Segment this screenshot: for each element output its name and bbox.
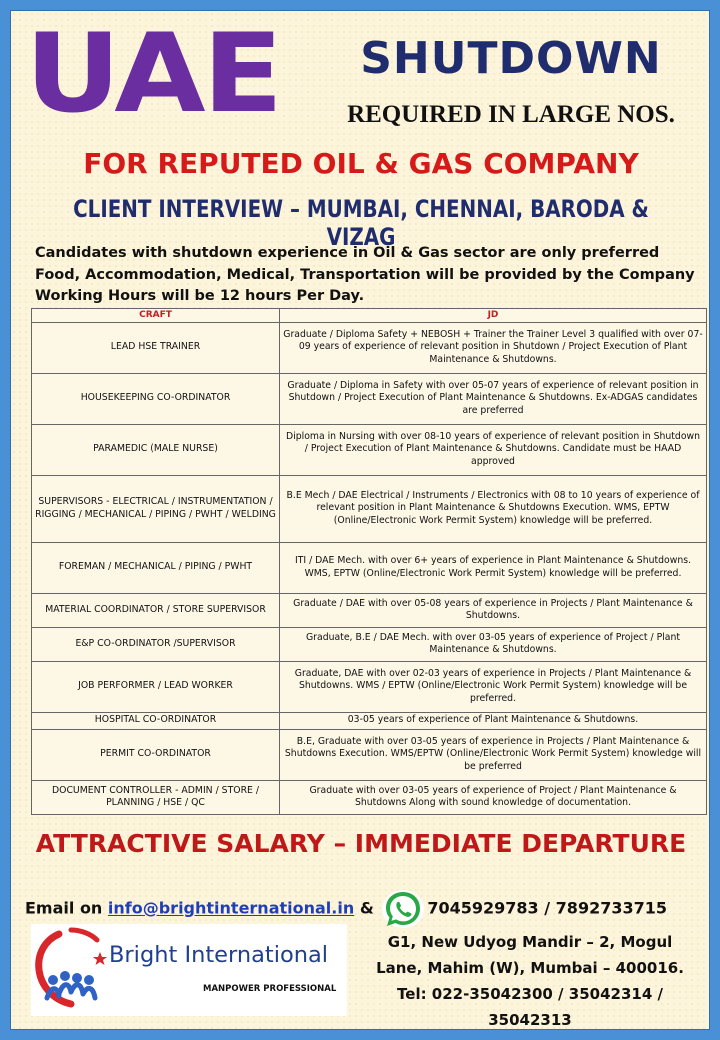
table-row [32, 424, 707, 475]
header-jd: JD [280, 309, 707, 323]
logo-emblem-icon [31, 924, 111, 1016]
jd-cell: Diploma in Nursing with over 08-10 years of experience of relevant position in Shutdown / Project Execution of Plant Maintenance & Shutdowns. Candidate must be HAAD approved [280, 424, 707, 475]
craft-cell: MATERIAL COORDINATOR / STORE SUPERVISOR [32, 593, 280, 627]
phone-numbers: 7045929783 / 7892733715 [427, 898, 667, 918]
table-row [32, 475, 707, 542]
table-row [32, 729, 707, 780]
company-line: FOR REPUTED OIL & GAS COMPANY [83, 147, 639, 180]
address-line: G1, New Udyog Mandir – 2, Mogul [387, 933, 673, 951]
craft-cell: HOSPITAL CO-ORDINATOR [32, 712, 280, 729]
craft-cell: LEAD HSE TRAINER [32, 322, 280, 373]
table-row [32, 322, 707, 373]
table-row [32, 373, 707, 424]
table-row [32, 593, 707, 627]
note-line: Candidates with shutdown experience in Oil & Gas sector are only preferred [35, 245, 660, 261]
jd-cell: Graduate, DAE with over 02-03 years of experience in Projects / Plant Maintenance & Shutdowns. WMS / EPTW (Online/Electronic Work Permit System) knowledge will be preferred. [280, 661, 707, 712]
craft-cell: PERMIT CO-ORDINATOR [32, 729, 280, 780]
jd-cell: Graduate, B.E / DAE Mech. with over 03-05 years of experience of Project / Plant Maintenance & Shutdowns. [280, 627, 707, 661]
jd-cell: B.E, Graduate with over 03-05 years of experience in Projects / Plant Maintenance & Shutdowns Execution. WMS/EPTW (Online/Electronic Work Permit System) knowledge will be preferred [280, 729, 707, 780]
craft-cell: HOUSEKEEPING CO-ORDINATOR [32, 373, 280, 424]
telephone-line: Tel: 022-35042300 / 35042314 / 35042313 [397, 985, 663, 1029]
jd-cell: 03-05 years of experience of Plant Maintenance & Shutdowns. [280, 712, 707, 729]
note-line: Working Hours will be 12 hours Per Day. [35, 288, 365, 304]
craft-cell: SUPERVISORS - ELECTRICAL / INSTRUMENTATION / RIGGING / MECHANICAL / PIPING / PWHT / WELDING [32, 475, 280, 542]
note-line: Food, Accommodation, Medical, Transportation will be provided by the Company [35, 266, 695, 283]
table-row [32, 712, 707, 729]
craft-cell: FOREMAN / MECHANICAL / PIPING / PWHT [32, 542, 280, 593]
contact-line [25, 889, 705, 929]
jd-cell: Graduate / Diploma Safety + NEBOSH + Trainer the Trainer Level 3 qualified with over 07-09 years of experience of relevant position in Shutdown / Project Execution of Plant Maintenance & Shutdowns. [280, 322, 707, 373]
logo-name: Bright International [109, 942, 329, 968]
required-subheading: REQUIRED IN LARGE NOS. [347, 101, 675, 128]
ampersand: & [354, 898, 374, 918]
table-row [32, 627, 707, 661]
craft-cell: JOB PERFORMER / LEAD WORKER [32, 661, 280, 712]
jobs-table [31, 308, 707, 815]
table-row [32, 780, 707, 814]
salary-line: ATTRACTIVE SALARY – IMMEDIATE DEPARTURE [35, 829, 687, 858]
jd-cell: Graduate / DAE with over 05-08 years of experience in Projects / Plant Maintenance & Shutdowns. [280, 593, 707, 627]
jd-cell: ITI / DAE Mech. with over 6+ years of experience in Plant Maintenance & Shutdowns. WMS, EPTW (Online/Electronic Work Permit System) knowledge will be preferred. [280, 542, 707, 593]
logo-tagline: MANPOWER PROFESSIONAL [203, 984, 337, 994]
address-block [355, 929, 705, 1033]
address-line: Lane, Mahim (W), Mumbai – 400016. [376, 959, 684, 977]
craft-cell: E&P CO-ORDINATOR /SUPERVISOR [32, 627, 280, 661]
table-row [32, 661, 707, 712]
whatsapp-icon [381, 889, 425, 929]
craft-cell: DOCUMENT CONTROLLER - ADMIN / STORE / PLANNING / HSE / QC [32, 780, 280, 814]
jd-cell: Graduate / Diploma in Safety with over 05-07 years of experience of relevant position in Shutdown / Project Execution of Plant Maintenance & Shutdowns. Ex-ADGAS candidates are preferred [280, 373, 707, 424]
table-row [32, 542, 707, 593]
email-link[interactable]: info@brightinternational.in [107, 898, 355, 918]
header-craft: CRAFT [32, 309, 280, 323]
country-heading: UAE [25, 9, 281, 137]
jd-cell: Graduate with over 03-05 years of experience of Project / Plant Maintenance & Shutdowns Along with sound knowledge of documentation. [280, 780, 707, 814]
notes-block [35, 243, 705, 308]
craft-cell: PARAMEDIC (MALE NURSE) [32, 424, 280, 475]
email-prefix: Email on [25, 898, 108, 918]
interview-line: CLIENT INTERVIEW – MUMBAI, CHENNAI, BARODA & VIZAG [73, 195, 649, 251]
table-header-row [32, 309, 707, 323]
company-logo [31, 924, 347, 1016]
jd-cell: B.E Mech / DAE Electrical / Instruments / Electronics with 08 to 10 years of experience of relevant position in Plant Maintenance & Shutdowns Execution. WMS, EPTW (Online/Electronic Work Permit System) knowledge will be preferred. [280, 475, 707, 542]
shutdown-heading: SHUTDOWN [360, 33, 662, 84]
poster [10, 10, 710, 1030]
